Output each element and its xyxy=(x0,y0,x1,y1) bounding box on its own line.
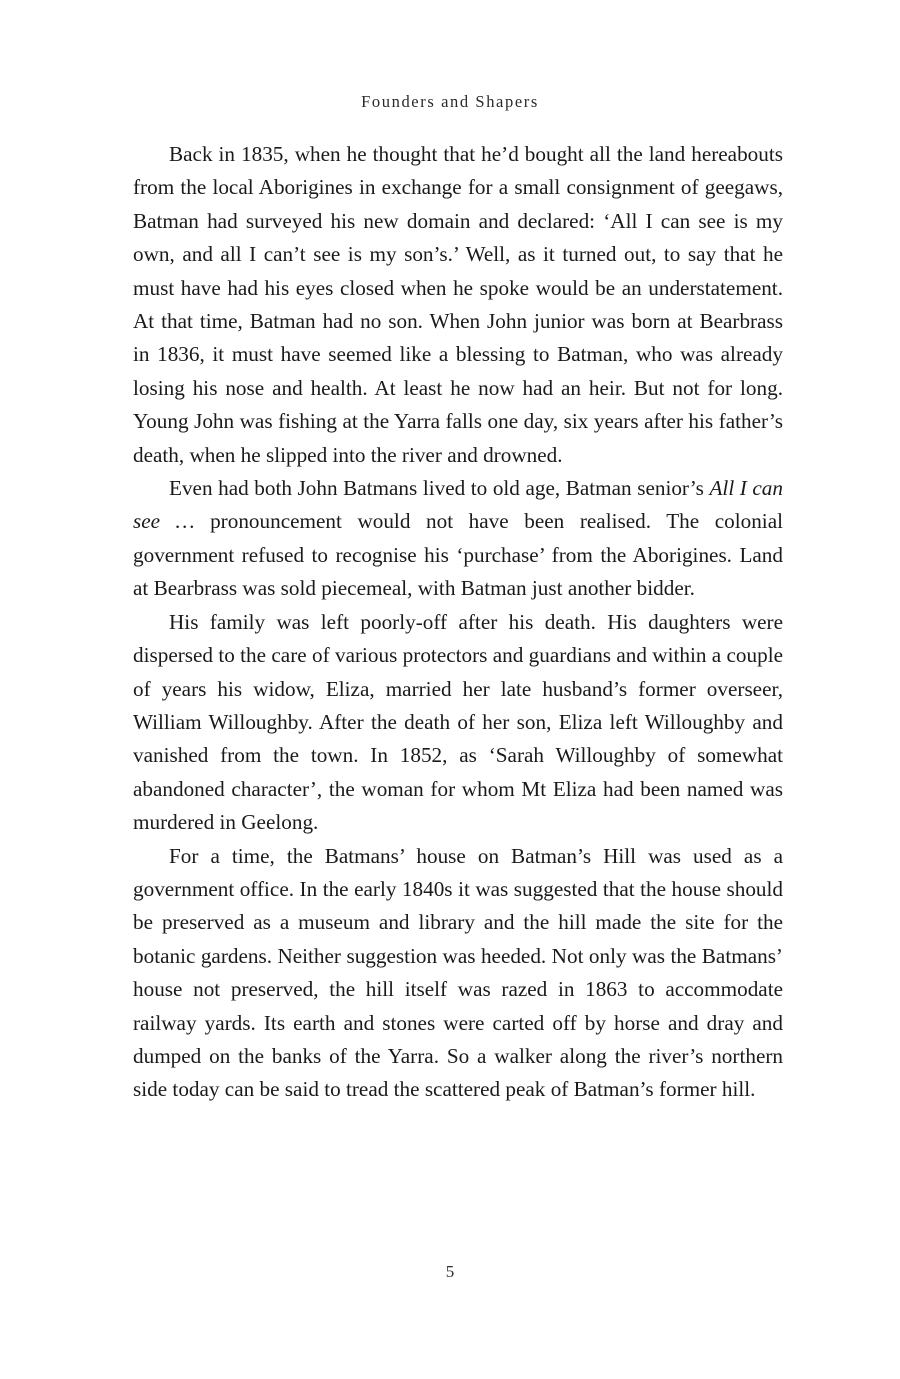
paragraph-2 xyxy=(133,472,783,606)
page-number: 5 xyxy=(445,1262,455,1281)
paragraph-2-lead: Even had both John Batmans lived to old age, Batman senior’s xyxy=(169,476,710,501)
body-text xyxy=(133,138,783,1107)
paragraph-3: His family was left poorly-off after his death. His daughters were dispersed to the care of various protectors and guardians and within a couple of years his widow, Eliza, married her late husband’s former overseer, William Willoughby. After the death of her son, Eliza left Willoughby and vanished from the town. In 1852, as ‘Sarah Willoughby of somewhat abandoned character’, the woman for whom Mt Eliza had been named was murdered in Geelong. xyxy=(133,609,783,835)
paragraph-1: Back in 1835, when he thought that he’d bought all the land hereabouts from the local Aborigines in exchange for a small consignment of geegaws, Batman had surveyed his new domain and declared: ‘All I can see is my own, and all I can’t see is my son’s.’ Well, as it turned out, to say that he must have had his eyes closed when he spoke would be an understatement. At that time, Batman had no son. When John junior was born at Bearbrass in 1836, it must have seemed like a blessing to Batman, who was already losing his nose and health. At least he now had an heir. But not for long. Young John was fishing at the Yarra falls one day, six years after his father’s death, when he slipped into the river and drowned. xyxy=(133,142,783,467)
running-head: Founders and Shapers xyxy=(361,92,539,111)
paragraph-2-rest: pronouncement would not have been realised. The colonial government refused to recognise his ‘purchase’ from the Aborigines. Land at Bearbrass was sold piecemeal, with Batman just another bidder. xyxy=(133,509,783,601)
paragraph-4: For a time, the Batmans’ house on Batman’s Hill was used as a government office. In the early 1840s it was suggested that the house should be preserved as a museum and library and the hill made the site for the botanic gardens. Neither suggestion was heeded. Not only was the Batmans’ house not preserved, the hill itself was razed in 1863 to accommodate railway yards. Its earth and stones were carted off by horse and dray and dumped on the banks of the Yarra. So a walker along the river’s northern side today can be said to tread the scattered peak of Batman’s former hill. xyxy=(133,843,783,1102)
paragraph-2-italic-quote: All I can see … xyxy=(133,476,783,534)
